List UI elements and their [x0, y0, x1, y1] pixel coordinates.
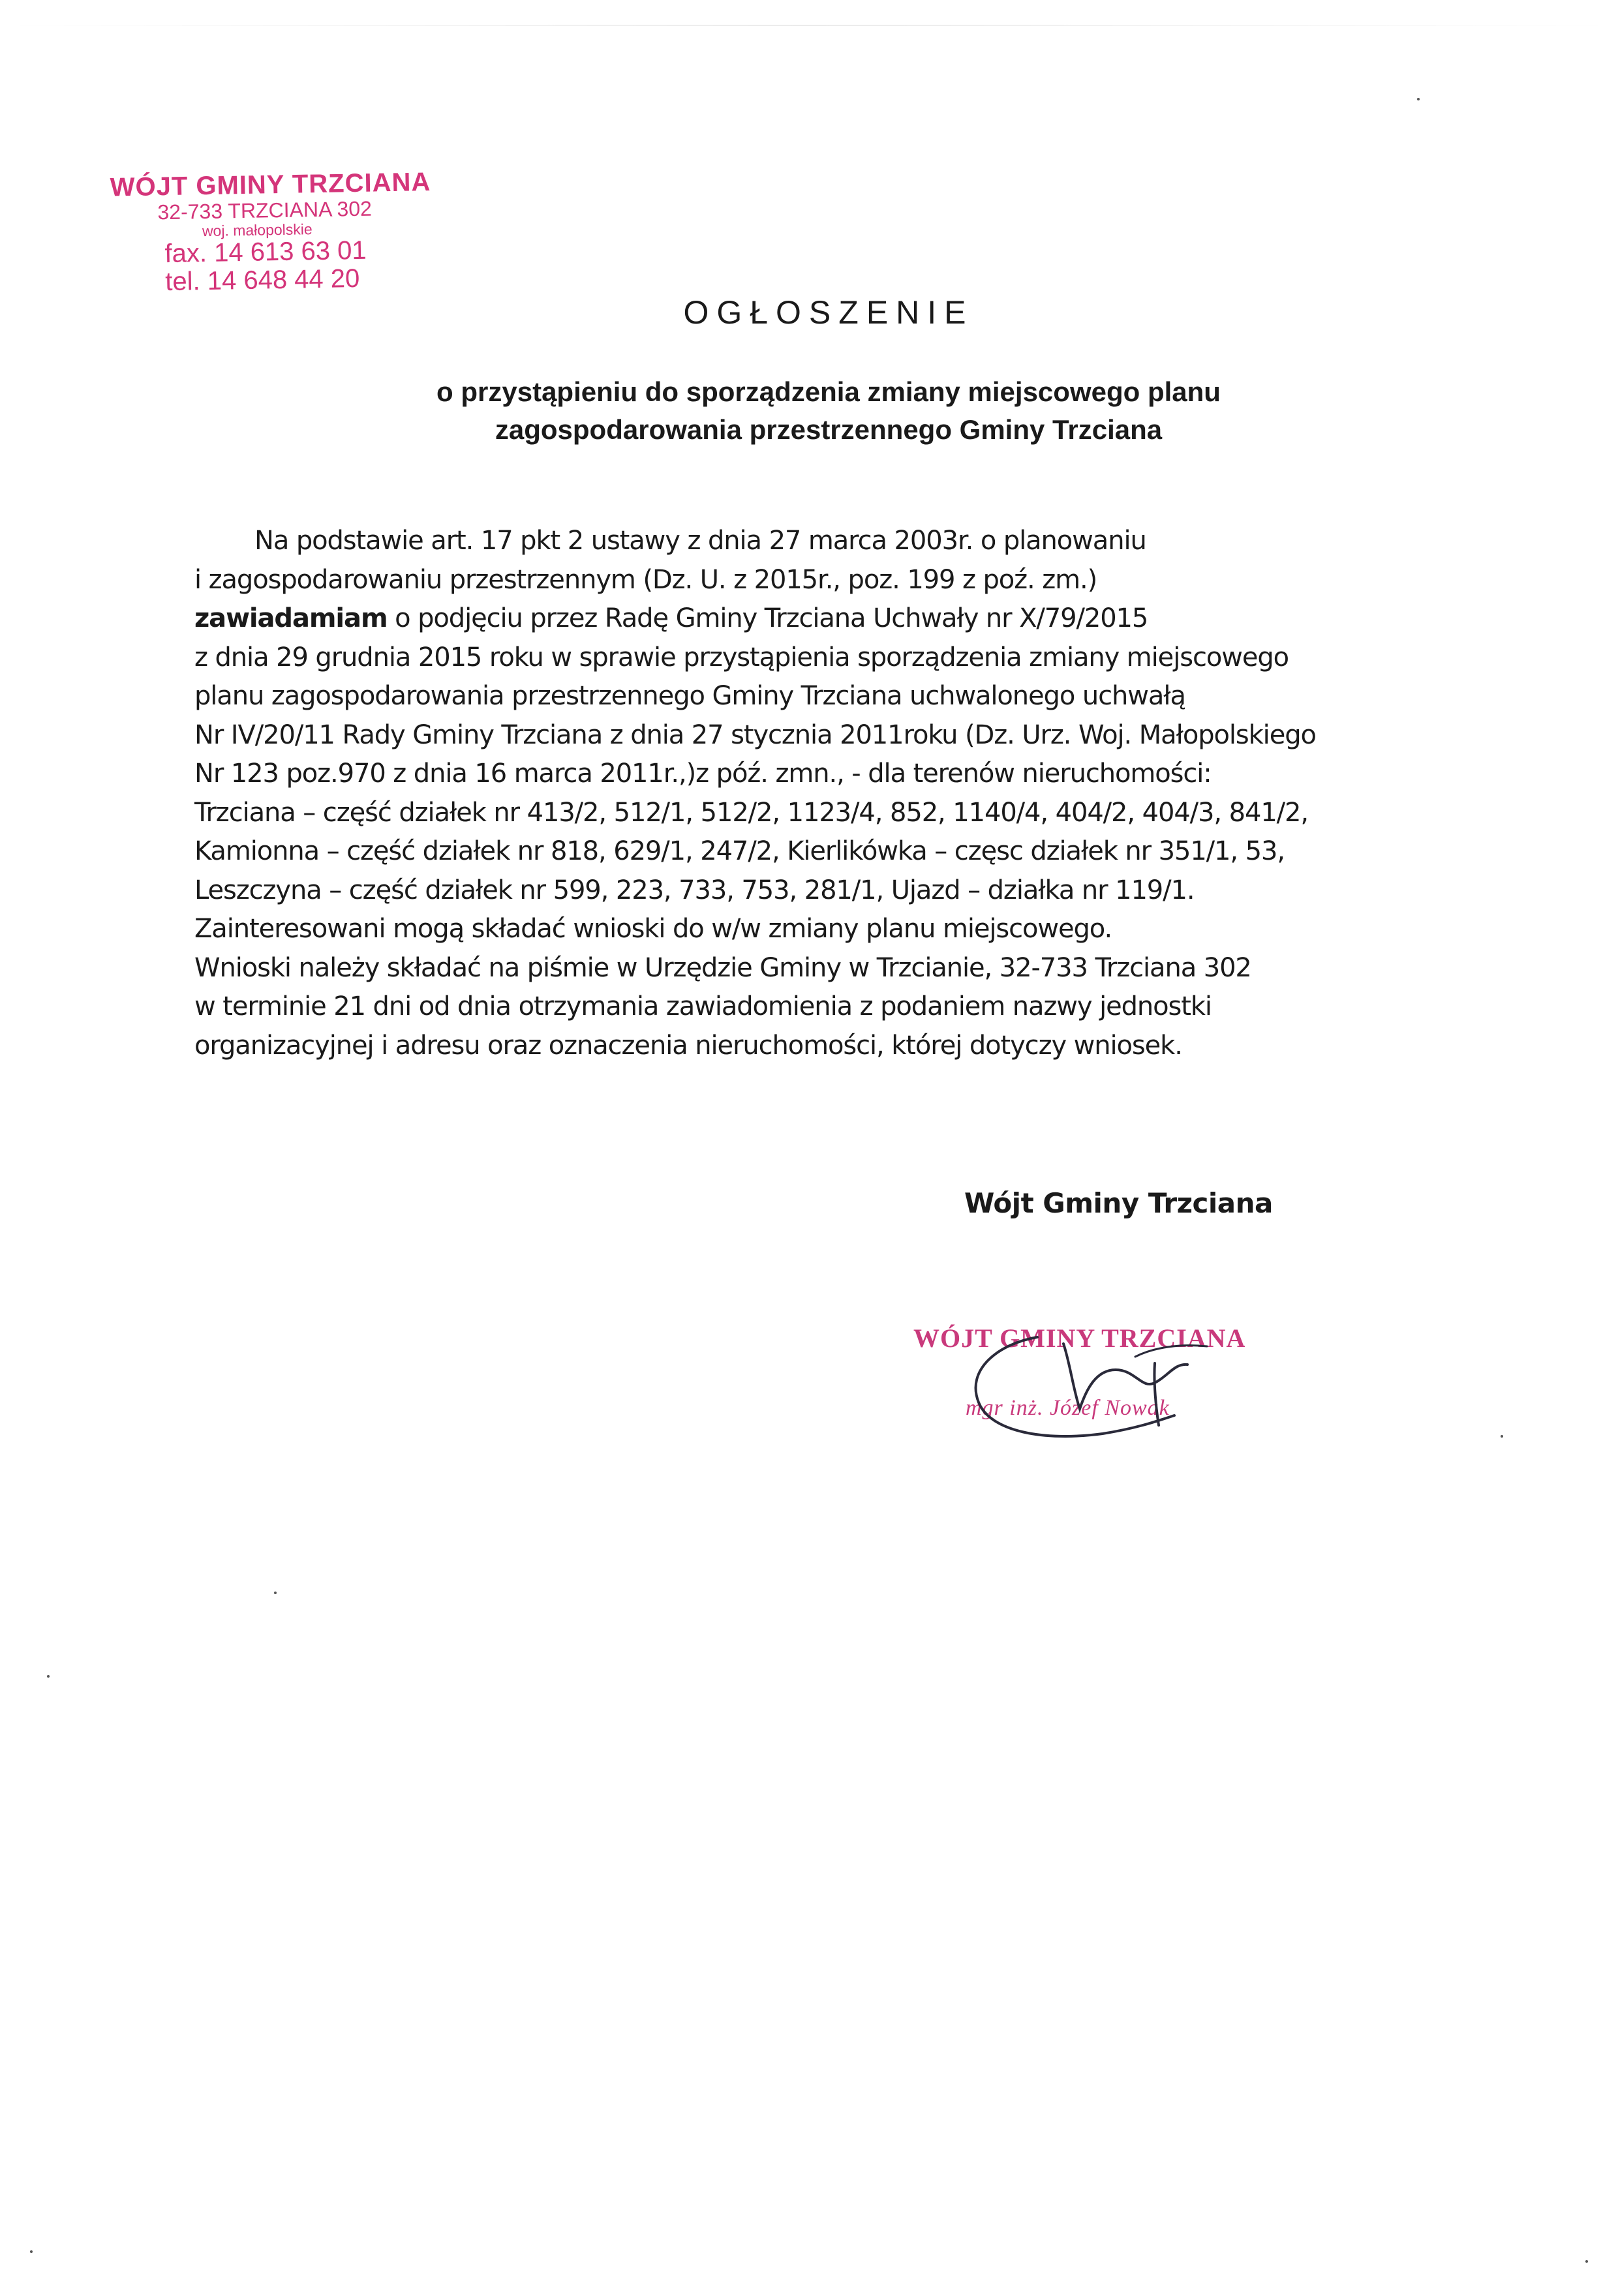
- scan-speck: [1585, 2260, 1588, 2263]
- body-line: [194, 599, 1551, 639]
- body-line: Nr 123 poz.970 z dnia 16 marca 2011r.,)z póź. zmn., - dla terenów nieruchomości:: [194, 759, 1212, 789]
- stamp-fax: fax. 14 613 63 01: [164, 235, 367, 268]
- scan-speck: [274, 1592, 277, 1594]
- office-stamp: [110, 168, 451, 297]
- subtitle-line: zagospodarowania przestrzennego Gminy Trzciana: [495, 414, 1163, 445]
- scan-speck: [30, 2250, 33, 2253]
- body-line: z dnia 29 grudnia 2015 roku w sprawie przystąpienia sporządzenia zmiany miejscowego: [194, 642, 1289, 672]
- scan-speck: [1501, 1435, 1503, 1438]
- signature-stamp-title: WÓJT GMINY TRZCIANA: [913, 1323, 1246, 1353]
- stamp-title: WÓJT GMINY TRZCIANA: [110, 167, 431, 202]
- stamp-tel: tel. 14 648 44 20: [164, 264, 360, 296]
- body-line: Leszczyna – część działek nr 599, 223, 733, 753, 281/1, Ujazd – działka nr 119/1.: [194, 875, 1195, 905]
- body-emphasis: zawiadamiam: [194, 603, 388, 633]
- scan-speck: [47, 1675, 50, 1678]
- body-line: organizacyjnej i adresu oraz oznaczenia nieruchomości, której dotyczy wniosek.: [194, 1030, 1182, 1061]
- stamp-address: 32-733 TRZCIANA 302: [157, 196, 373, 224]
- document-title: OGŁOSZENIE: [683, 294, 974, 331]
- signer-title: Wójt Gminy Trzciana: [964, 1187, 1273, 1219]
- body-line: Nr IV/20/11 Rady Gminy Trzciana z dnia 27 stycznia 2011roku (Dz. Urz. Woj. Małopolskiego: [194, 719, 1316, 750]
- body-line: planu zagospodarowania przestrzennego Gminy Trzciana uchwalonego uchwałą: [194, 681, 1185, 711]
- body-line: Zainteresowani mogą składać wnioski do w/w zmiany planu miejscowego.: [194, 914, 1112, 944]
- announcement-body: [194, 522, 1551, 1065]
- body-line: w terminie 21 dni od dnia otrzymania zawiadomienia z podaniem nazwy jednostki: [194, 991, 1212, 1021]
- handwritten-signature: [939, 1318, 1227, 1468]
- body-line: Na podstawie art. 17 pkt 2 ustawy z dnia 27 marca 2003r. o planowaniu: [254, 526, 1146, 556]
- scan-edge-line: [0, 25, 1618, 26]
- subtitle-line: o przystąpieniu do sporządzenia zmiany miejscowego planu: [436, 376, 1221, 407]
- body-line: Kamionna – część działek nr 818, 629/1, 247/2, Kierlikówka – częsc działek nr 351/1, 53,: [194, 836, 1285, 866]
- document-subtitle: [0, 373, 1618, 449]
- signature-stamp-name: mgr inż. Józef Nowak: [966, 1396, 1170, 1420]
- scan-speck: [1417, 98, 1420, 100]
- body-line: Wnioski należy składać na piśmie w Urzędzie Gminy w Trzcianie, 32-733 Trzciana 302: [194, 952, 1251, 983]
- body-line: Trzciana – część działek nr 413/2, 512/1, 512/2, 1123/4, 852, 1140/4, 404/2, 404/3, 841/2,: [194, 797, 1309, 828]
- stamp-region: woj. małopolskie: [202, 220, 313, 239]
- body-line: i zagospodarowaniu przestrzennym (Dz. U. z 2015r., poz. 199 z poź. zm.): [194, 564, 1097, 595]
- body-text-span: o podjęciu przez Radę Gminy Trzciana Uchwały nr X/79/2015: [387, 603, 1148, 633]
